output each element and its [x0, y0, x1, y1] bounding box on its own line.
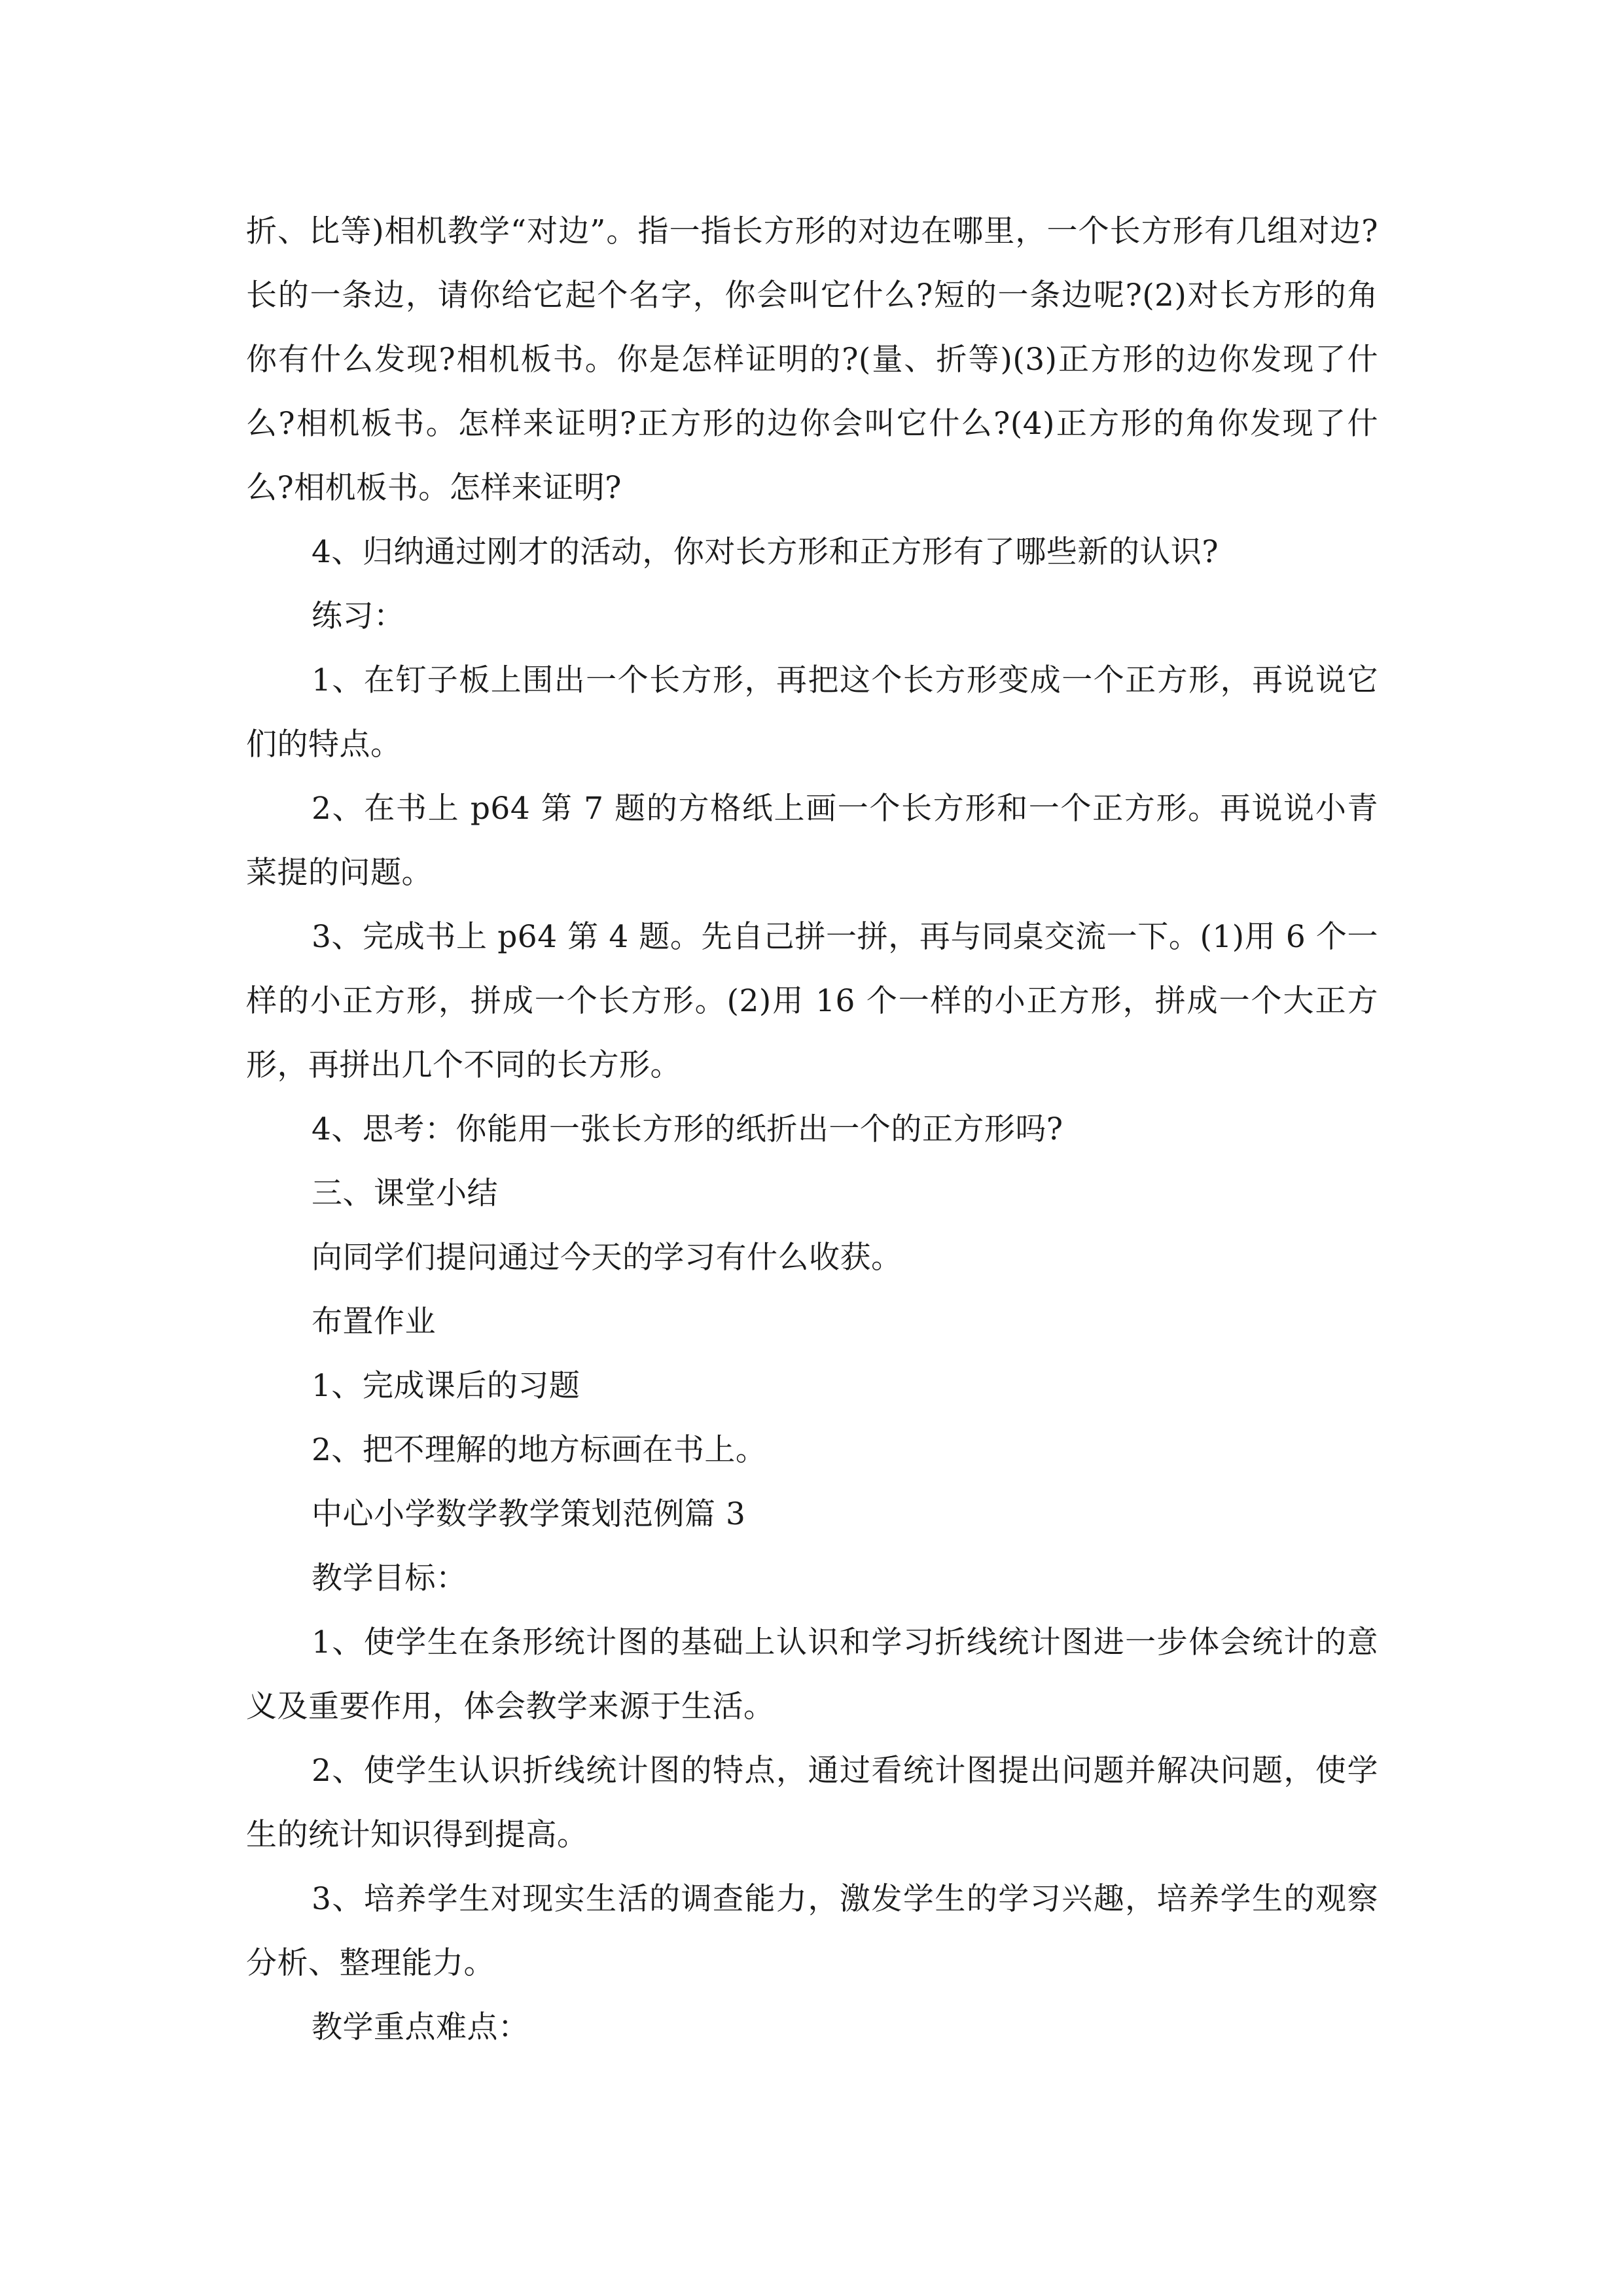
paragraph-2: 4、归纳通过刚才的活动，你对长方形和正方形有了哪些新的认识?	[312, 534, 1219, 570]
paragraph-12: 2、把不理解的地方标画在书上。	[312, 1432, 767, 1468]
paragraph-17: 3、培养学生对现实生活的调查能力，激发学生的学习兴趣，培养学生的观察分析、整理能力。	[246, 1881, 1378, 1981]
section-heading-objectives: 教学目标：	[312, 1560, 467, 1596]
section-heading-homework: 布置作业	[312, 1304, 436, 1340]
section-heading-key-points: 教学重点难点：	[312, 2009, 529, 2045]
paragraph-5: 2、在书上 p64 第 7 题的方格纸上画一个长方形和一个正方形。再说说小青菜提的问题。	[246, 791, 1378, 891]
section-title-example-3: 中心小学数学教学策划范例篇 3	[312, 1496, 746, 1532]
document-body	[246, 200, 1378, 2060]
paragraph-6: 3、完成书上 p64 第 4 题。先自己拼一拼，再与同桌交流一下。(1)用 6 个一样的小正方形，拼成一个长方形。(2)用 16 个一样的小正方形，拼成一个大正方形，再拼出几个不同的长方形。	[246, 919, 1378, 1083]
section-heading-summary: 三、课堂小结	[312, 1175, 498, 1211]
paragraph-3: 练习：	[312, 598, 405, 634]
paragraph-1: 折、比等)相机教学“对边”。指一指长方形的对边在哪里，一个长方形有几组对边?长的一条边，请你给它起个名字，你会叫它什么?短的一条边呢?(2)对长方形的角你有什么发现?相机板书。你是怎样证明的?(量、折等)(3)正方形的边你发现了什么?相机板书。怎样来证明?正方形的边你会叫它什么?(4)正方形的角你发现了什么?相机板书。怎样来证明?	[246, 213, 1378, 506]
paragraph-9: 向同学们提问通过今天的学习有什么收获。	[312, 1240, 902, 1276]
paragraph-7: 4、思考：你能用一张长方形的纸折出一个的正方形吗?	[312, 1111, 1063, 1147]
paragraph-16: 2、使学生认识折线统计图的特点，通过看统计图提出问题并解决问题，使学生的统计知识得到提高。	[246, 1753, 1378, 1853]
paragraph-11: 1、完成课后的习题	[312, 1368, 580, 1404]
paragraph-15: 1、使学生在条形统计图的基础上认识和学习折线统计图进一步体会统计的意义及重要作用，体会教学来源于生活。	[246, 1624, 1378, 1725]
paragraph-4: 1、在钉子板上围出一个长方形，再把这个长方形变成一个正方形，再说说它们的特点。	[246, 662, 1378, 762]
